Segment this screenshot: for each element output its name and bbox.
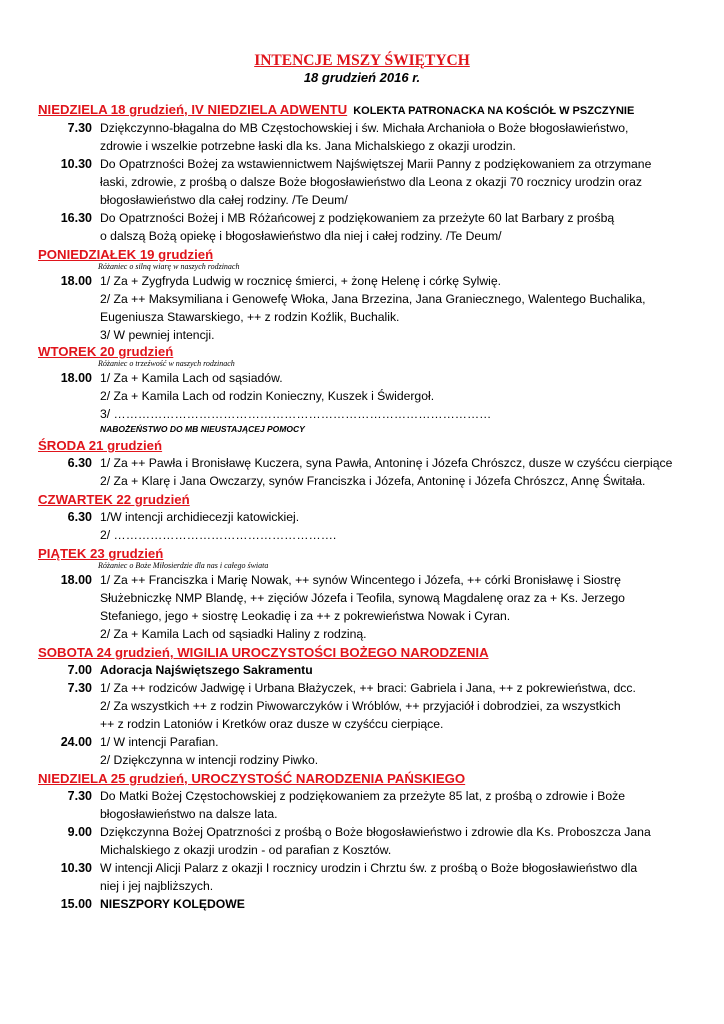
day-section xyxy=(38,102,710,245)
day-heading-text: PIĄTEK 23 grudzień xyxy=(38,546,164,561)
day-heading xyxy=(38,546,710,562)
page-title: INTENCJE MSZY ŚWIĘTYCH xyxy=(254,52,470,69)
mass-time: 7.30 xyxy=(67,121,92,135)
intention-line: NIESZPORY KOLĘDOWE xyxy=(100,897,245,911)
intention-line: 1/ Za ++ Franciszka i Marię Nowak, ++ synów Wincentego i Józefa, ++ córki Bronisławę i Siostrę xyxy=(100,573,621,587)
mass-intention xyxy=(100,679,710,733)
mass-intention xyxy=(100,454,710,490)
rosary-note: Różaniec o silną wiarę w naszych rodzinach xyxy=(98,262,240,271)
mass-time: 9.00 xyxy=(67,825,92,839)
day-section xyxy=(38,247,710,344)
intention-line: ++ z rodzin Latoniów i Kretków oraz dusze w czyśćcu cierpiące. xyxy=(100,717,444,731)
mass-time: 6.30 xyxy=(67,456,92,470)
devotion-note: NABOŻEŃSTWO DO MB NIEUSTAJĄCEJ POMOCY xyxy=(100,424,305,434)
intention-line: Do Matki Bożej Częstochowskiej z podziękowaniem za przeżyte 85 lat, z prośbą o zdrowie i Boże xyxy=(100,789,625,803)
mass-intention xyxy=(100,661,710,679)
mass-intention xyxy=(100,787,710,823)
mass-time: 10.30 xyxy=(60,861,92,875)
mass-entry xyxy=(38,209,710,245)
day-section xyxy=(38,438,710,490)
mass-time: 15.00 xyxy=(60,897,92,911)
day-heading-text: ŚRODA 21 grudzień xyxy=(38,438,163,453)
day-heading-text: WTOREK 20 grudzień xyxy=(38,344,174,359)
day-heading-text: SOBOTA 24 grudzień, WIGILIA UROCZYSTOŚCI BOŻEGO NARODZENIA xyxy=(38,645,489,660)
mass-time: 18.00 xyxy=(60,573,92,587)
day-heading-text: PONIEDZIAŁEK 19 grudzień xyxy=(38,247,214,262)
day-section xyxy=(38,771,710,913)
mass-intention xyxy=(100,272,710,344)
rosary-note: Różaniec o Boże Miłosierdzie dla nas i całego świata xyxy=(98,561,269,570)
day-heading-text: NIEDZIELA 18 grudzień, IV NIEDZIELA ADWENTU xyxy=(38,102,348,117)
page-date: 18 grudzień 2016 r. xyxy=(303,70,421,85)
intention-line: Adoracja Najświętszego Sakramentu xyxy=(100,663,313,677)
intention-line: 2/ Za + Klarę i Jana Owczarzy, synów Franciszka i Józefa, Antoninę i Józefa Chrószcz, Annę Świtała. xyxy=(100,474,646,488)
day-collection-note: KOLEKTA PATRONACKA NA KOŚCIÓŁ W PSZCZYNIE xyxy=(353,105,635,117)
rosary-note: Różaniec o trzeźwość w naszych rodzinach xyxy=(98,359,235,368)
intention-line: Do Opatrzności Bożej i MB Różańcowej z podziękowaniem za przeżyte 60 lat Barbary z prośbą xyxy=(100,211,615,225)
intention-line: 1/ Za + Zygfryda Ludwig w rocznicę śmierci, + żonę Helenę i córkę Sylwię. xyxy=(100,274,501,288)
intention-line: Michalskiego z okazji urodzin - od parafian z Kosztów. xyxy=(100,843,392,857)
intention-line: W intencji Alicji Palarz z okazji I rocznicy urodzin i Chrztu św. z prośbą o Boże błogosławieństwo dla xyxy=(100,861,638,875)
mass-intention xyxy=(100,508,710,544)
intention-line: łaski, zdrowie, z prośbą o dalsze Boże błogosławieństwo dla Leona z okazji 70 rocznicy urodzin oraz xyxy=(100,175,642,189)
mass-time: 10.30 xyxy=(60,157,92,171)
intention-line: o dalszą Bożą opiekę i błogosławieństwo dla niej i całej rodziny. /Te Deum/ xyxy=(100,229,502,243)
mass-entry xyxy=(38,679,710,733)
day-heading-text: NIEDZIELA 25 grudzień, UROCZYSTOŚĆ NARODZENIA PAŃSKIEGO xyxy=(38,771,466,786)
mass-time: 16.30 xyxy=(60,211,92,225)
day-heading xyxy=(38,247,710,263)
mass-entry xyxy=(38,787,710,823)
intention-line: 2/ Za + Kamila Lach od rodzin Konieczny, Kuszek i Świdergoł. xyxy=(100,389,435,403)
mass-intention xyxy=(100,859,710,895)
mass-intention xyxy=(100,895,710,913)
intention-line: 2/ Dziękczynna w intencji rodziny Piwko. xyxy=(100,753,319,767)
mass-intention xyxy=(100,369,710,436)
intention-line: 3/ ………………………………………………………………………………… xyxy=(100,407,492,421)
mass-entry xyxy=(38,119,710,155)
mass-time: 7.30 xyxy=(67,681,92,695)
intention-line: Dziękczynna Bożej Opatrzności z prośbą o Boże błogosławieństwo i zdrowie dla Ks. Proboszcza Jana xyxy=(100,825,651,839)
day-section xyxy=(38,645,710,769)
mass-entry xyxy=(38,661,710,679)
intention-line: Stefaniego, jego + siostrę Leokadię i za ++ z pokrewieństwa Nowak i Cyran. xyxy=(100,609,511,623)
mass-entry xyxy=(38,895,710,913)
day-heading xyxy=(38,492,710,508)
intention-line: 2/ Za ++ Maksymiliana i Genowefę Włoka, Jana Brzezina, Jana Graniecznego, Walentego Buchalika, xyxy=(100,292,646,306)
mass-time: 7.00 xyxy=(67,663,92,677)
intention-line: Eugeniusza Stawarskiego, ++ z rodzin Koźlik, Buchalik. xyxy=(100,310,400,324)
mass-intention xyxy=(100,823,710,859)
day-section xyxy=(38,344,710,436)
mass-entry xyxy=(38,859,710,895)
day-heading xyxy=(38,645,710,661)
day-section xyxy=(38,492,710,544)
day-heading xyxy=(38,344,710,360)
mass-entry xyxy=(38,272,710,344)
intention-line: 1/ Za ++ rodziców Jadwigę i Urbana Błażyczek, ++ braci: Gabriela i Jana, ++ z pokrewieństwa, dcc. xyxy=(100,681,636,695)
day-heading xyxy=(38,438,710,454)
mass-entry xyxy=(38,733,710,769)
mass-entry xyxy=(38,508,710,544)
intention-line: błogosławieństwo dla całej rodziny. /Te Deum/ xyxy=(100,193,348,207)
intention-line: 1/ Za ++ Pawła i Bronisławę Kuczera, syna Pawła, Antoninę i Józefa Chrószcz, dusze w czyśćcu cierpiące xyxy=(100,456,673,470)
mass-time: 6.30 xyxy=(67,510,92,524)
day-section xyxy=(38,546,710,643)
intention-line: 1/W intencji archidiecezji katowickiej. xyxy=(100,510,300,524)
mass-time: 24.00 xyxy=(60,735,92,749)
intention-line: 1/ Za + Kamila Lach od sąsiadów. xyxy=(100,371,283,385)
mass-intention xyxy=(100,733,710,769)
intention-line: 1/ W intencji Parafian. xyxy=(100,735,219,749)
intention-line: błogosławieństwo na dalsze lata. xyxy=(100,807,278,821)
day-heading xyxy=(38,102,710,119)
day-heading-text: CZWARTEK 22 grudzień xyxy=(38,492,190,507)
intention-line: Służebniczkę NMP Blandę, ++ zięciów Józefa i Teofila, synową Magdalenę oraz za + Ks. Jerzego xyxy=(100,591,625,605)
mass-intention xyxy=(100,119,710,155)
mass-intention xyxy=(100,209,710,245)
intention-line: Dziękczynno-błagalna do MB Częstochowskiej i św. Michała Archanioła o Boże błogosławieństwo, xyxy=(100,121,629,135)
mass-intention xyxy=(100,571,710,643)
mass-entry xyxy=(38,454,710,490)
mass-time: 18.00 xyxy=(60,371,92,385)
intention-line: 3/ W pewniej intencji. xyxy=(100,328,215,342)
intention-line: 2/ Za + Kamila Lach od sąsiadki Haliny z rodziną. xyxy=(100,627,367,641)
intention-line: zdrowie i wszelkie potrzebne łaski dla ks. Jana Michalskiego z okazji urodzin. xyxy=(100,139,516,153)
intentions-list xyxy=(38,102,710,913)
mass-entry xyxy=(38,369,710,436)
mass-time: 18.00 xyxy=(60,274,92,288)
intention-line: 2/ Za wszystkich ++ z rodzin Piwowarczyków i Wróblów, ++ przyjaciół i dobrodziei, za wszystkich xyxy=(100,699,621,713)
mass-time: 7.30 xyxy=(67,789,92,803)
intention-line: Do Opatrzności Bożej za wstawiennictwem Najświętszej Marii Panny z podziękowaniem za otrzymane xyxy=(100,157,652,171)
mass-entry xyxy=(38,571,710,643)
mass-entry xyxy=(38,155,710,209)
day-heading xyxy=(38,771,710,787)
intention-line: niej i jej najbliższych. xyxy=(100,879,214,893)
intention-line: 2/ ………………………………………………. xyxy=(100,528,337,542)
mass-intention xyxy=(100,155,710,209)
mass-entry xyxy=(38,823,710,859)
